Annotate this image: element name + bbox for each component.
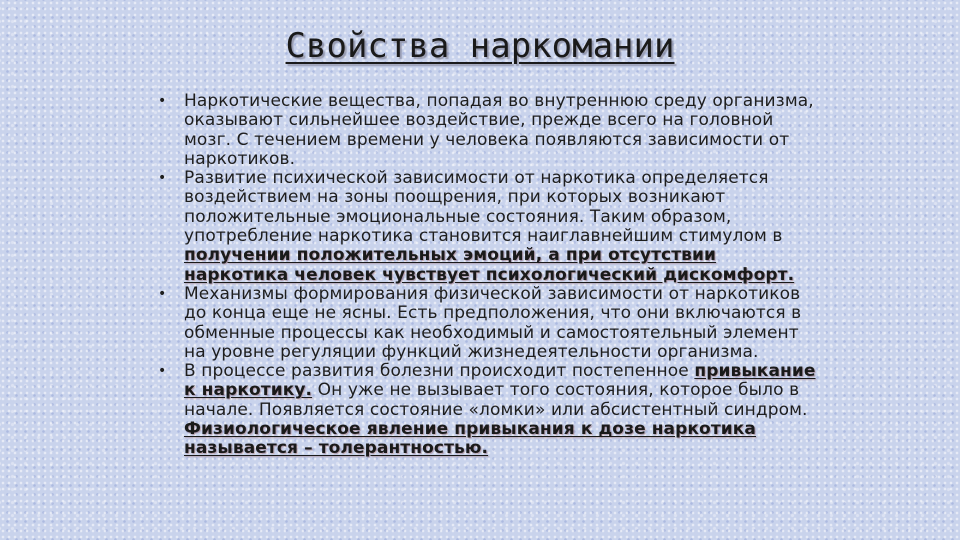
bullet-dot-icon: • [158,285,167,302]
emphasized-text: Физиологическое явление привыкания к дозе наркотика называется – толерантностью. [184,419,756,459]
bullet-text: Развитие психической зависимости от наркотика определяется воздействием на зоны поощрения, при которых возникают положительные эмоциональные состояния. Таким образом, употребление наркотика становится наиглавнейшим стимулом в [184,168,783,247]
bullet-text: Наркотические вещества, попадая во внутреннюю среду организма, оказывают сильнейшее воздействие, прежде всего на головной мозг. С течением времени у человека появляются зависимости от наркотиков. [184,91,814,169]
bullet-dot-icon: • [158,363,167,380]
bullet-item [158,362,818,458]
emphasized-text: привыкание к наркотику. [184,361,816,401]
slide-title: Свойства наркомании [285,26,675,66]
bullet-item [158,169,818,285]
bullet-text: Механизмы формирования физической зависимости от наркотиков до конца еще не ясны. Есть предположения, что они включаются в обменные процессы как необходимый и самостоятельный элемент на уровне регуляции функций жизнедеятельности организма. [184,283,802,362]
bullet-dot-icon: • [158,170,167,187]
bullet-item [158,285,818,362]
bullet-item [158,92,818,169]
bullet-text: В процессе развития болезни происходит постепенное [184,361,695,382]
bullet-dot-icon: • [158,93,167,109]
bullet-list [158,92,818,459]
bullet-text: Он уже не вызывает того состояния, которое было в начале. Появляется состояние «ломки» или абсистентный синдром. [184,380,808,420]
emphasized-text: получении положительных эмоций, а при отсутствии наркотика человек чувствует психологический дискомфорт. [184,245,795,285]
